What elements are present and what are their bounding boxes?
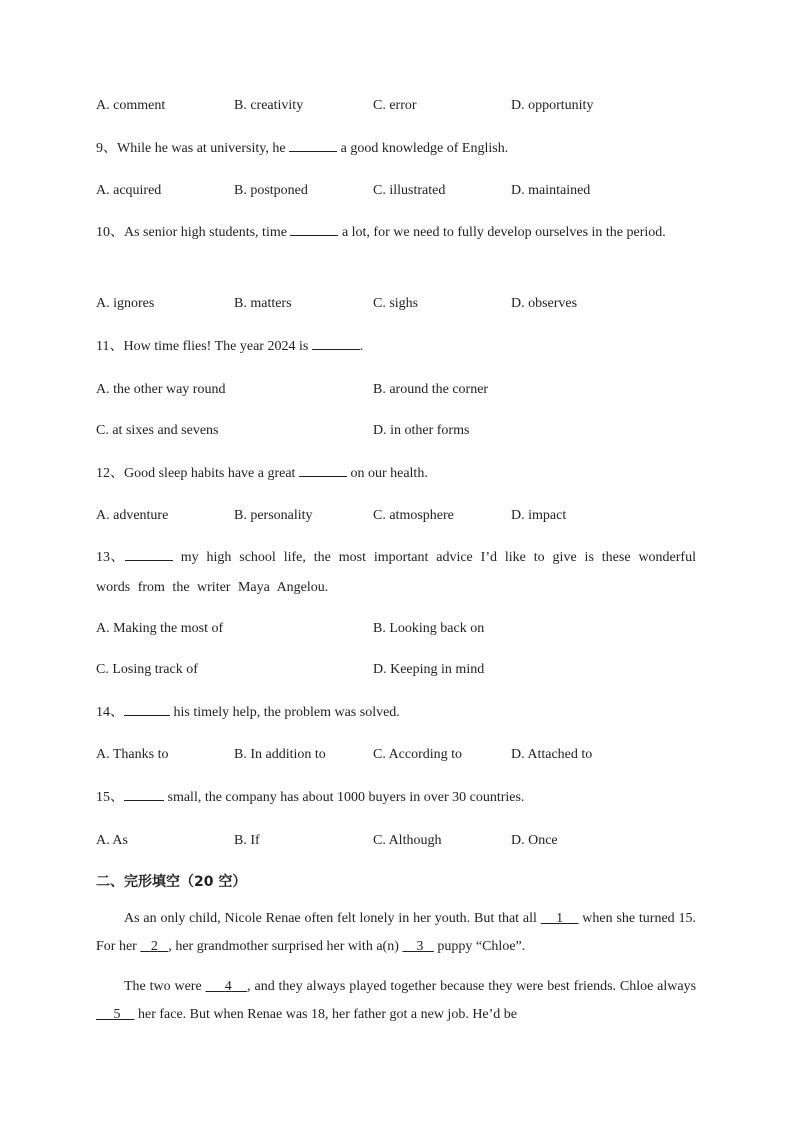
- q11-stem: [96, 336, 363, 357]
- q14-option-d[interactable]: D. Attached to: [511, 747, 593, 762]
- q11-option-c[interactable]: C. at sixes and sevens: [96, 423, 219, 438]
- passage-text: , and they always played together because they were best friends. Chloe always: [247, 979, 697, 994]
- section-title-cloze: 二、完形填空（20 空）: [96, 874, 247, 890]
- q8-option-b[interactable]: B. creativity: [234, 98, 304, 113]
- q9-blank[interactable]: [289, 138, 337, 152]
- q12-option-c[interactable]: C. atmosphere: [373, 508, 454, 523]
- q10-option-b[interactable]: B. matters: [234, 296, 292, 311]
- q11-option-a[interactable]: A. the other way round: [96, 382, 226, 397]
- q12-stem-before: 12、Good sleep habits have a great: [96, 466, 299, 481]
- q15-stem-before: 15、: [96, 790, 124, 805]
- passage-text: As an only child, Nicole Renae often felt lonely in her youth. But that all: [124, 911, 541, 926]
- q10-stem-after: a lot, for we need to fully develop ourselves in the period.: [338, 225, 666, 240]
- q15-option-d[interactable]: D. Once: [511, 833, 558, 848]
- passage-paragraph-2: [96, 973, 696, 1029]
- q9-option-d[interactable]: D. maintained: [511, 183, 591, 198]
- q9-stem-before: 9、While he was at university, he: [96, 141, 290, 156]
- q14-blank[interactable]: [124, 702, 170, 716]
- q13-option-a[interactable]: A. Making the most of: [96, 621, 224, 636]
- q9-stem-after: a good knowledge of English.: [337, 141, 509, 156]
- q12-blank[interactable]: [299, 463, 347, 477]
- q12-option-b[interactable]: B. personality: [234, 508, 313, 523]
- q10-stem-before: 10、As senior high students, time: [96, 225, 291, 240]
- passage-paragraph-1: [96, 905, 696, 961]
- q11-option-d[interactable]: D. in other forms: [373, 423, 470, 438]
- q12-option-d[interactable]: D. impact: [511, 508, 567, 523]
- passage-blank-4[interactable]: [206, 979, 248, 994]
- q15-stem-after: small, the company has about 1000 buyers in over 30 countries.: [164, 790, 525, 805]
- q8-option-d[interactable]: D. opportunity: [511, 98, 594, 113]
- q9-option-a[interactable]: A. acquired: [96, 183, 162, 198]
- passage-text: puppy “Chloe”.: [433, 939, 526, 954]
- q13-stem: [96, 543, 696, 603]
- q15-option-a[interactable]: A. As: [96, 833, 128, 848]
- q13-option-d[interactable]: D. Keeping in mind: [373, 662, 485, 677]
- q10-option-c[interactable]: C. sighs: [373, 296, 419, 311]
- q11-stem-after: .: [359, 339, 364, 354]
- q14-stem-before: 14、: [96, 705, 124, 720]
- passage-blank-number: 5: [113, 1007, 121, 1022]
- passage-blank-number: 1: [556, 911, 564, 926]
- passage-text: her face. But when Renae was 18, her father got a new job. He’d be: [134, 1007, 518, 1022]
- passage-blank-number: 4: [224, 979, 232, 994]
- q11-option-b[interactable]: B. around the corner: [373, 382, 489, 397]
- passage-blank-5[interactable]: [96, 1007, 135, 1022]
- q13-stem-before: 13、: [96, 550, 125, 565]
- q11-blank[interactable]: [312, 336, 360, 350]
- passage-blank-2[interactable]: [140, 939, 168, 954]
- passage-text: The two were: [124, 979, 206, 994]
- q15-stem: [96, 787, 524, 808]
- q10-option-a[interactable]: A. ignores: [96, 296, 155, 311]
- passage-text: , her grandmother surprised her with a(n): [168, 939, 403, 954]
- q10-option-d[interactable]: D. observes: [511, 296, 578, 311]
- passage-blank-1[interactable]: [541, 911, 579, 926]
- passage-blank-3[interactable]: [402, 939, 434, 954]
- q9-stem: [96, 138, 508, 159]
- passage-text: when she turned 15. For her: [96, 911, 697, 954]
- q13-option-c[interactable]: C. Losing track of: [96, 662, 198, 677]
- q12-stem-after: on our health.: [346, 466, 428, 481]
- q10-stem: [96, 218, 696, 248]
- q13-blank[interactable]: [125, 547, 173, 561]
- q9-option-b[interactable]: B. postponed: [234, 183, 308, 198]
- q13-stem-after: my high school life, the most important advice I’d like to give is these wonderful words from the writer Maya Angelou.: [96, 550, 696, 595]
- q12-option-a[interactable]: A. adventure: [96, 508, 169, 523]
- q8-option-c[interactable]: C. error: [373, 98, 417, 113]
- q9-option-c[interactable]: C. illustrated: [373, 183, 446, 198]
- q14-stem-after: his timely help, the problem was solved.: [170, 705, 400, 720]
- q14-option-c[interactable]: C. According to: [373, 747, 463, 762]
- q14-option-b[interactable]: B. In addition to: [234, 747, 326, 762]
- q10-blank[interactable]: [290, 222, 338, 236]
- q14-option-a[interactable]: A. Thanks to: [96, 747, 169, 762]
- q8-option-a[interactable]: A. comment: [96, 98, 166, 113]
- passage-blank-number: 3: [416, 939, 424, 954]
- q14-stem: [96, 702, 400, 723]
- q13-option-b[interactable]: B. Looking back on: [373, 621, 485, 636]
- q15-blank[interactable]: [124, 787, 164, 801]
- q15-option-c[interactable]: C. Although: [373, 833, 442, 848]
- q12-stem: [96, 463, 428, 484]
- q15-option-b[interactable]: B. If: [234, 833, 260, 848]
- passage-blank-number: 2: [150, 939, 158, 954]
- q11-stem-before: 11、How time flies! The year 2024 is: [96, 339, 312, 354]
